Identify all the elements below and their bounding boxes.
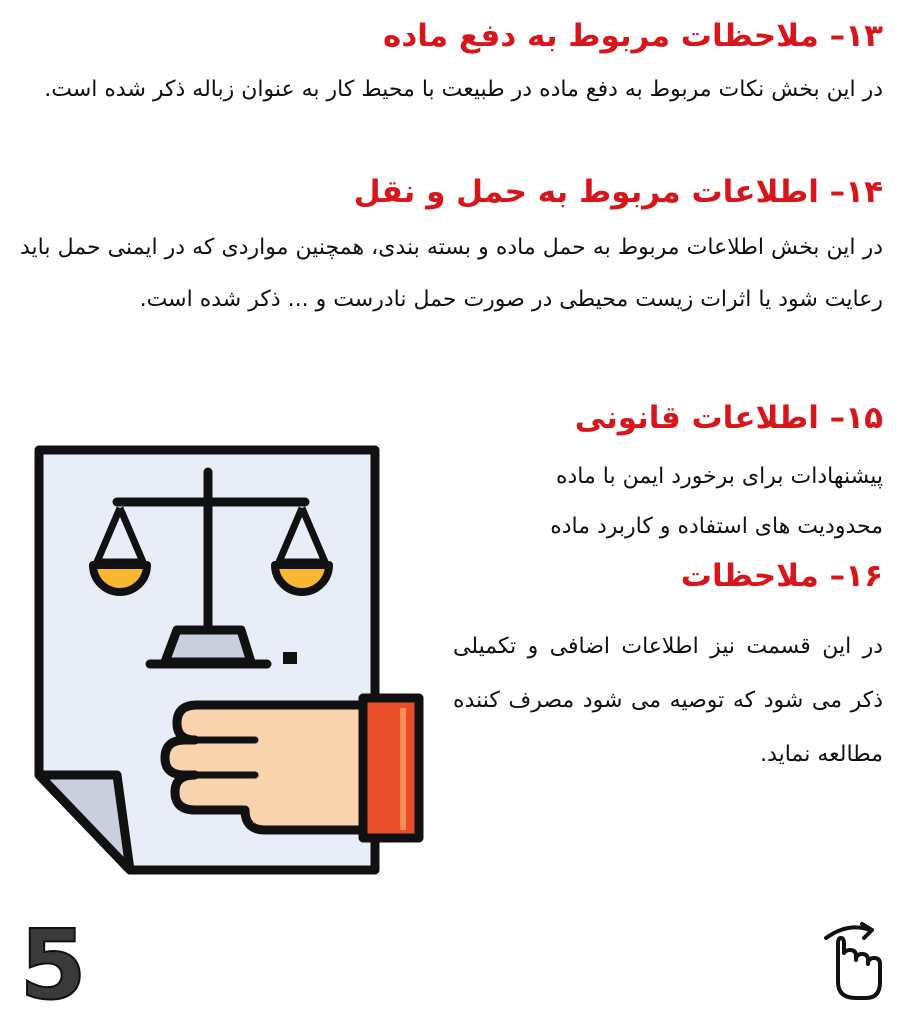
section-16-title: ۱۶– ملاحظات bbox=[680, 558, 883, 594]
section-14-title: ۱۴– اطلاعات مربوط به حمل و نقل bbox=[353, 174, 883, 210]
section-14-body: در این بخش اطلاعات مربوط به حمل ماده و بسته بندی، همچنین مواردی که در ایمنی حمل باید رعایت شود یا اثرات زیست محیطی در صورت حمل نادرست و ... ذکر شده است. bbox=[20, 235, 883, 312]
page-number-graphic bbox=[18, 918, 88, 1008]
legal-document-scale-hand-icon bbox=[25, 440, 445, 885]
section-15-line-1: پیشنهادات برای برخورد ایمن با ماده bbox=[555, 464, 883, 489]
section-15-line-2: محدودیت های استفاده و کاربرد ماده bbox=[550, 514, 883, 539]
swipe-hand-icon bbox=[818, 920, 888, 1002]
page-number: 5 bbox=[19, 918, 87, 1008]
section-15-title: ۱۵– اطلاعات قانونی bbox=[574, 400, 883, 436]
section-13-body: در این بخش نکات مربوط به دفع ماده در طبیعت با محیط کار به عنوان زباله ذکر شده است. bbox=[44, 77, 883, 102]
section-13-title: ۱۳– ملاحظات مربوط به دفع ماده bbox=[383, 18, 883, 54]
section-16-body: در این قسمت نیز اطلاعات اضافی و تکمیلی ذکر می شود که توصیه می شود مصرف کننده مطالعه نماید. bbox=[453, 634, 883, 767]
